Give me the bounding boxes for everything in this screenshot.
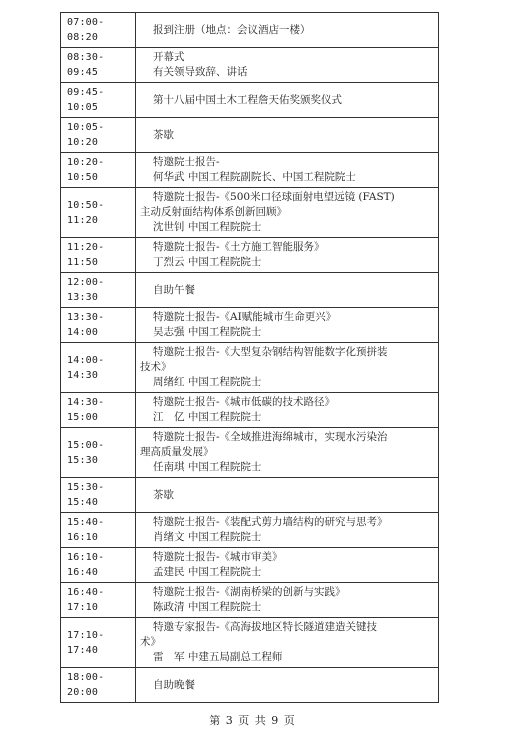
agenda-content (136, 83, 439, 118)
agenda-row (61, 48, 439, 83)
agenda-line: 江 亿 中国工程院院士 (153, 411, 262, 423)
agenda-row (61, 273, 439, 308)
agenda-line: 特邀院士报告-《土方施工智能服务》 (153, 241, 325, 253)
agenda-row (61, 188, 439, 238)
agenda-row (61, 238, 439, 273)
agenda-content (136, 118, 439, 153)
agenda-line: 主动反射面结构体系创新回顾》 (140, 206, 287, 218)
agenda-content (136, 513, 439, 548)
agenda-row (61, 513, 439, 548)
agenda-row (61, 13, 439, 48)
agenda-line: 特邀院士报告-《500米口径球面射电望远镜 (FAST) (153, 191, 395, 203)
agenda-content (136, 273, 439, 308)
agenda-line: 丁烈云 中国工程院院士 (153, 256, 262, 268)
agenda-time: 10:20-10:50 (61, 153, 136, 188)
agenda-row (61, 428, 439, 478)
agenda-line: 特邀专家报告-《高海拔地区特长隧道建造关键技 (153, 621, 378, 633)
agenda-line: 理高质量发展》 (140, 446, 214, 458)
agenda-line: 吴志强 中国工程院院士 (153, 326, 262, 338)
agenda-line: 特邀院士报告- (153, 156, 220, 168)
agenda-row (61, 548, 439, 583)
agenda-content (136, 428, 439, 478)
agenda-content (136, 308, 439, 343)
agenda-line: 开幕式 (153, 51, 185, 63)
agenda-line: 特邀院士报告-《装配式剪力墙结构的研究与思考》 (153, 516, 388, 528)
agenda-time: 17:10-17:40 (61, 618, 136, 668)
agenda-time: 16:10-16:40 (61, 548, 136, 583)
agenda-time: 15:00-15:30 (61, 428, 136, 478)
agenda-row (61, 583, 439, 618)
agenda-time: 18:00-20:00 (61, 668, 136, 703)
agenda-line: 雷 军 中建五局副总工程师 (153, 651, 283, 663)
agenda-time: 10:50-11:20 (61, 188, 136, 238)
agenda-line: 肖绪文 中国工程院院士 (153, 531, 262, 543)
agenda-time: 15:30-15:40 (61, 478, 136, 513)
agenda-line: 特邀院士报告-《城市低碳的技术路径》 (153, 396, 336, 408)
agenda-line: 技术》 (140, 361, 172, 373)
agenda-content (136, 478, 439, 513)
agenda-time: 14:30-15:00 (61, 393, 136, 428)
agenda-row (61, 343, 439, 393)
agenda-line: 沈世钊 中国工程院院士 (153, 221, 262, 233)
agenda-time: 16:40-17:10 (61, 583, 136, 618)
agenda-line: 茶歇 (153, 128, 174, 141)
agenda-row (61, 478, 439, 513)
agenda-line: 何华武 中国工程院副院长、中国工程院院士 (153, 171, 356, 183)
agenda-content (136, 153, 439, 188)
agenda-line: 有关领导致辞、讲话 (153, 66, 248, 78)
agenda-time: 08:30-09:45 (61, 48, 136, 83)
page-footer: 第 3 页 共 9 页 (209, 714, 296, 727)
agenda-row (61, 308, 439, 343)
agenda-line: 孟建民 中国工程院院士 (153, 566, 262, 578)
agenda-row (61, 668, 439, 703)
agenda-content (136, 13, 439, 48)
agenda-row (61, 393, 439, 428)
agenda-table (60, 12, 439, 703)
agenda-content (136, 343, 439, 393)
agenda-line: 第十八届中国土木工程詹天佑奖颁奖仪式 (153, 93, 342, 106)
agenda-line: 特邀院士报告-《AI赋能城市生命更兴》 (153, 311, 337, 323)
agenda-line: 茶歇 (153, 488, 174, 501)
agenda-content (136, 48, 439, 83)
agenda-content (136, 188, 439, 238)
agenda-time: 09:45-10:05 (61, 83, 136, 118)
agenda-line: 特邀院士报告-《大型复杂钢结构智能数字化预拼装 (153, 346, 388, 358)
agenda-line: 特邀院士报告-《全域推进海绵城市，实现水污染治 (153, 431, 388, 443)
agenda-time: 14:00-14:30 (61, 343, 136, 393)
agenda-content (136, 583, 439, 618)
agenda-line: 陈政清 中国工程院院士 (153, 601, 262, 613)
agenda-row (61, 83, 439, 118)
agenda-line: 自助午餐 (153, 283, 195, 296)
agenda-content (136, 393, 439, 428)
agenda-line: 特邀院士报告-《湖南桥梁的创新与实践》 (153, 586, 346, 598)
agenda-time: 07:00-08:20 (61, 13, 136, 48)
agenda-line: 术》 (140, 636, 161, 648)
agenda-row (61, 618, 439, 668)
agenda-time: 11:20-11:50 (61, 238, 136, 273)
agenda-body (61, 13, 439, 703)
agenda-content (136, 668, 439, 703)
agenda-line: 自助晚餐 (153, 678, 195, 691)
agenda-time: 12:00-13:30 (61, 273, 136, 308)
agenda-time: 13:30-14:00 (61, 308, 136, 343)
agenda-time: 10:05-10:20 (61, 118, 136, 153)
agenda-line: 任南琪 中国工程院院士 (153, 461, 262, 473)
agenda-line: 周绪红 中国工程院院士 (153, 376, 262, 388)
agenda-content (136, 618, 439, 668)
agenda-line: 特邀院士报告-《城市审美》 (153, 551, 283, 563)
agenda-line: 报到注册（地点：会议酒店一楼） (153, 23, 311, 36)
agenda-content (136, 548, 439, 583)
agenda-time: 15:40-16:10 (61, 513, 136, 548)
agenda-row (61, 118, 439, 153)
agenda-row (61, 153, 439, 188)
agenda-content (136, 238, 439, 273)
